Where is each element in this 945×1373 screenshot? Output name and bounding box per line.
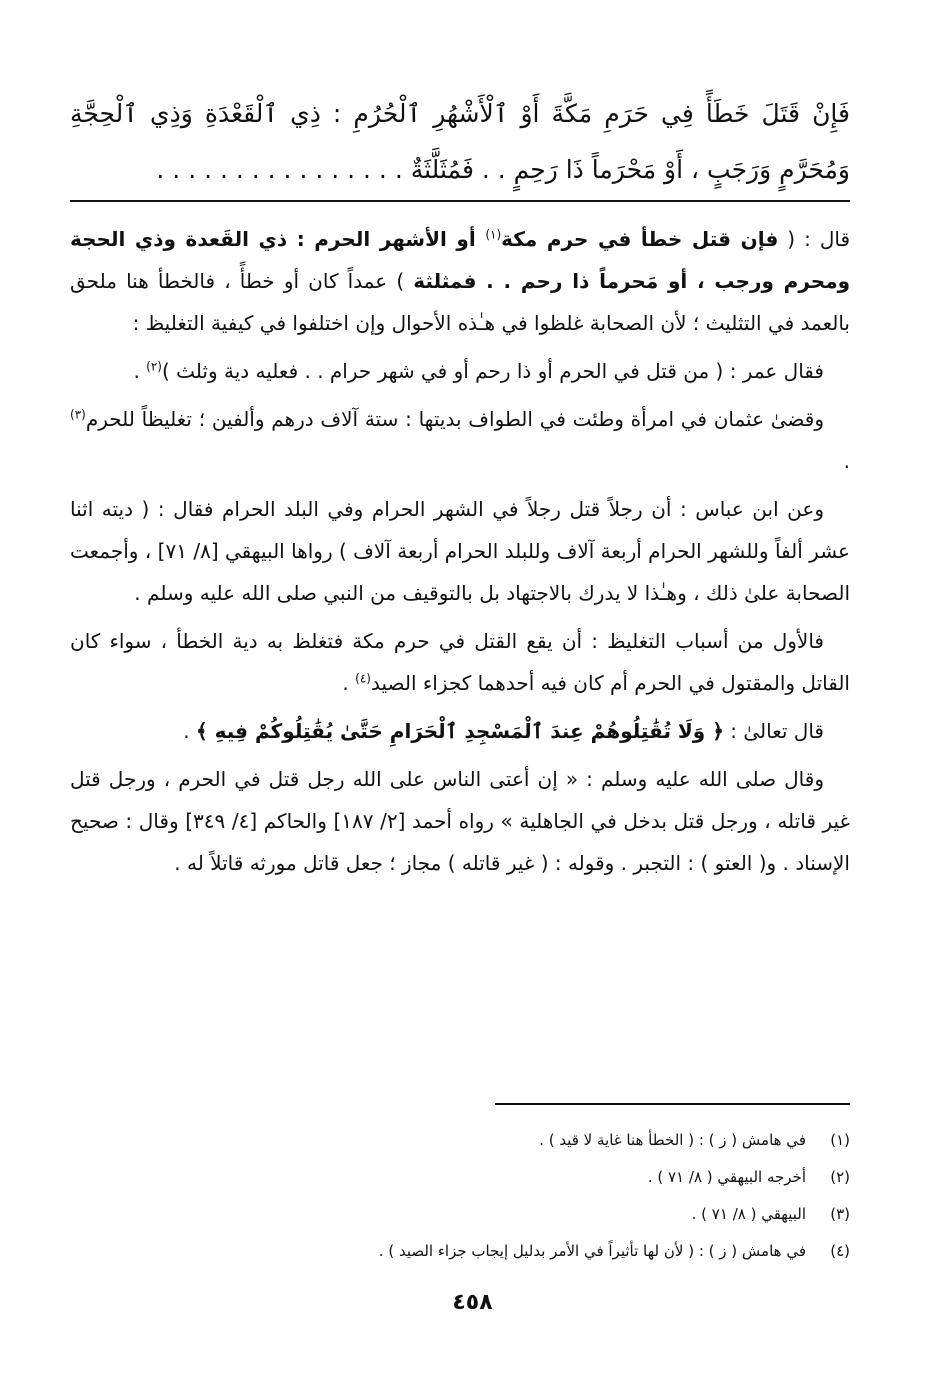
footnote-4 bbox=[70, 1233, 850, 1270]
paragraph-4: وعن ابن عباس : أن رجلاً قتل رجلاً في الشهر الحرام وفي البلد الحرام فقال : ( ديته اثنا عشر ألفاً وللشهر الحرام أربعة آلاف وللبلد الحرام أربعة آلاف ) رواها البيهقي [٨/ ٧١] ، وأجمعت الصحابة علىٰ ذلك ، وهـٰذا لا يدرك بالاجتهاد بل بالتوقيف من النبي صلى الله عليه وسلم . bbox=[70, 497, 850, 605]
matn-dots: . . . . . . . . . . . . . . . bbox=[156, 155, 387, 184]
footnote-number: (٣) bbox=[830, 1205, 850, 1223]
paragraph-7: وقال صلى الله عليه وسلم : « إن أعتى الناس على الله رجل قتل في الحرم ، ورجل قتل غير قاتله ، ورجل قتل بدخل في الجاهلية » رواه أحمد [٢/ ١٨٧] والحاكم [٤/ ٣٤٩] وقال : صحيح الإسناد . و( العتو ) : التجبر . وقوله : ( غير قاتله ) مجاز ؛ جعل قاتل مورثه قاتلاً له . bbox=[70, 767, 851, 875]
quran-verse: ﴿ وَلَا تُقَٰتِلُوهُمْ عِندَ ٱلْمَسْجِدِ ٱلْحَرَامِ حَتَّىٰ يُقَٰتِلُوكُمْ فِيهِ ﴾ bbox=[195, 719, 724, 743]
page-number: ٤٥٨ bbox=[452, 1290, 493, 1315]
footnote-divider bbox=[495, 1103, 850, 1105]
paragraph-6 bbox=[70, 710, 850, 752]
matn-line-2: وَرَجَبٍ ، أَوْ مَحْرَماً ذَا رَحِمٍ . . فَمُثَلَّثَةٌ . bbox=[394, 155, 772, 184]
footnote-text: في هامش ( ز ) : ( الخطأ هنا غاية لا قيد ) . bbox=[539, 1131, 806, 1149]
footnote-text: البيهقي ( ٨/ ٧١ ) . bbox=[691, 1205, 806, 1223]
p2-text: فقال عمر : ( من قتل في الحرم أو ذا رحم أو في شهر حرام . . فعليه دية وثلث ) bbox=[161, 359, 824, 383]
paragraph-2 bbox=[70, 350, 850, 392]
footnote-text: في هامش ( ز ) : ( لأن لها تأثيراً في الأمر بدليل إيجاب جزاء الصيد ) . bbox=[378, 1242, 806, 1260]
p1-quote-a: فإن قتل خطأ في حرم مكة bbox=[501, 227, 779, 251]
footnote-number: (٤) bbox=[830, 1242, 850, 1260]
footnote-number: (٢) bbox=[830, 1168, 850, 1186]
paragraph-5 bbox=[70, 620, 850, 704]
p1-intro: قال : ( bbox=[778, 227, 851, 251]
p1-commentary: ) عمداً كان أو خطأً ، فالخطأ هنا ملحق بالعمد في التثليث ؛ لأن الصحابة غلظوا في هـٰذه الأحوال وإن اختلفوا في كيفية التغليظ : bbox=[70, 269, 850, 335]
p5-text: فالأول من أسباب التغليظ : أن يقع القتل في حرم مكة فتغلظ به دية الخطأ ، سواء كان القاتل والمقتول في الحرم أم كان فيه أحدهما كجزاء الصيد bbox=[70, 629, 850, 695]
footnotes bbox=[70, 1122, 850, 1270]
p6-intro: قال تعالىٰ : bbox=[723, 719, 824, 743]
footnote-ref-4: (٤) bbox=[355, 671, 371, 686]
p1-quote-b: أو الأشهر الحرم : ذي القَعدة وذي الحجة ومحرم ورجب ، أو مَحرماً ذا رحم . . فمثلثة bbox=[70, 227, 851, 293]
p6-end: . bbox=[183, 719, 196, 743]
matn-divider bbox=[70, 200, 850, 202]
footnote-2 bbox=[70, 1159, 850, 1196]
matn-line-1: فَإِنْ قَتَلَ خَطَأً فِي حَرَمِ مَكَّةَ أَوْ ٱلْأَشْهُرِ ٱلْحُرُمِ : ذِي ٱلْقَعْدَةِ وَذِي ٱلْحِجَّةِ وَمُحَرَّمٍ bbox=[70, 99, 850, 184]
footnote-3 bbox=[70, 1196, 850, 1233]
p2-end: . bbox=[133, 359, 147, 383]
p5-end: . bbox=[342, 671, 356, 695]
footnote-ref-3: (٣) bbox=[70, 407, 86, 422]
footnote-text: أخرجه البيهقي ( ٨/ ٧١ ) . bbox=[647, 1168, 806, 1186]
footnote-ref-2: (٢) bbox=[146, 359, 162, 374]
paragraph-3 bbox=[70, 398, 850, 482]
p3-text: وقضىٰ عثمان في امرأة وطئت في الطواف بديتها : ستة آلاف درهم وألفين ؛ تغليظاً للحرم bbox=[85, 407, 824, 431]
commentary-text bbox=[70, 218, 850, 890]
matn-text bbox=[70, 86, 850, 198]
p3-end: . bbox=[843, 449, 850, 473]
footnote-number: (١) bbox=[830, 1131, 850, 1149]
footnote-1 bbox=[70, 1122, 850, 1159]
footnote-ref-1: (١) bbox=[485, 227, 502, 242]
paragraph-1 bbox=[70, 218, 850, 344]
